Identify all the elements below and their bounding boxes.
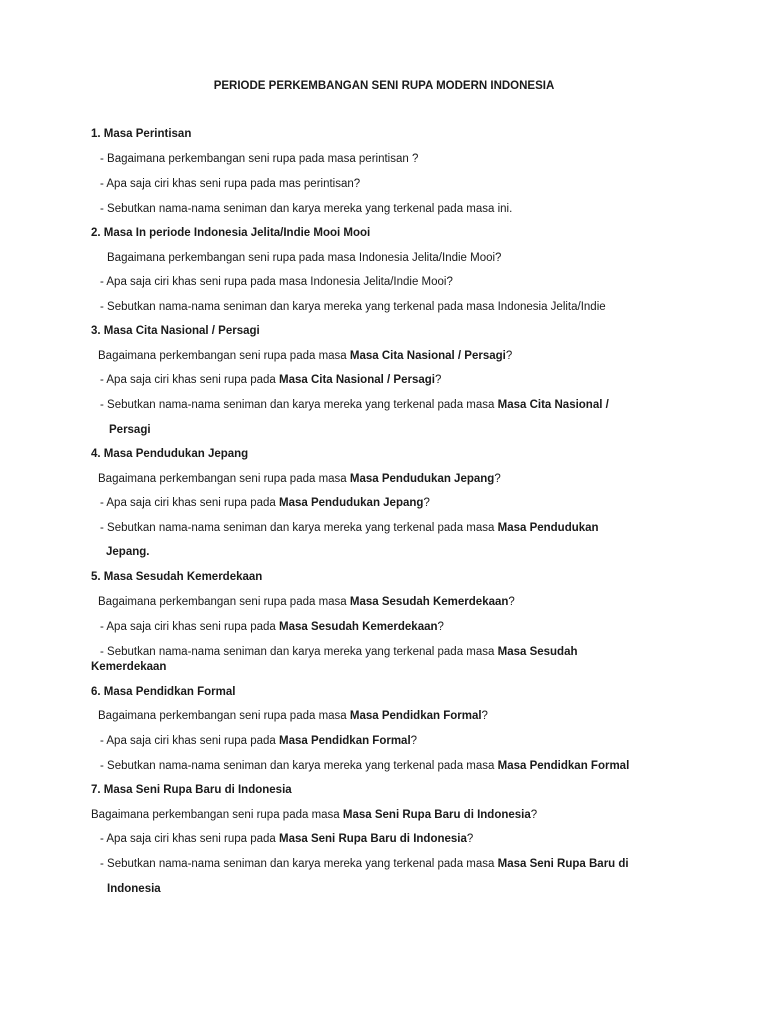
section-5-question-3-continued: Kemerdekaan <box>91 661 167 673</box>
question-prefix: Bagaimana perkembangan seni rupa pada masa <box>98 596 350 608</box>
question-prefix: Bagaimana perkembangan seni rupa pada masa <box>98 350 350 362</box>
section-2-question-1: Bagaimana perkembangan seni rupa pada masa Indonesia Jelita/Indie Mooi? <box>107 252 502 264</box>
question-mark: ? <box>410 735 418 747</box>
section-4-question-1 <box>98 472 501 487</box>
question-prefix: - Apa saja ciri khas seni rupa pada <box>100 621 279 633</box>
section-3-question-3 <box>100 398 609 413</box>
period-term: Masa Sesudah <box>497 646 578 658</box>
question-prefix: Bagaimana perkembangan seni rupa pada masa <box>98 710 350 722</box>
question-mark: ? <box>423 497 430 509</box>
period-term: Masa Seni Rupa Baru di Indonesia <box>342 809 531 821</box>
period-term: Masa Seni Rupa Baru di Indonesia <box>279 833 467 845</box>
section-1-heading: 1. Masa Perintisan <box>91 128 192 140</box>
question-prefix: Bagaimana perkembangan seni rupa pada masa <box>98 473 350 485</box>
question-mark: ? <box>494 473 501 485</box>
question-prefix: - Sebutkan nama-nama seniman dan karya mereka yang terkenal pada masa <box>100 399 498 411</box>
question-mark: ? <box>530 809 538 821</box>
section-5-question-2 <box>100 620 444 635</box>
section-3-question-2 <box>100 373 441 388</box>
question-prefix: - Sebutkan nama-nama seniman dan karya mereka yang terkenal pada masa <box>100 522 498 534</box>
question-prefix: - Sebutkan nama-nama seniman dan karya mereka yang terkenal pada masa <box>100 760 498 772</box>
section-7-question-3-continued: Indonesia <box>107 883 161 895</box>
period-term: Masa Pendidkan Formal <box>349 710 482 722</box>
question-mark: ? <box>437 621 444 633</box>
section-1-question-2: - Apa saja ciri khas seni rupa pada mas perintisan? <box>100 178 361 190</box>
period-term: Masa Sesudah Kemerdekaan <box>279 621 438 633</box>
question-prefix: - Apa saja ciri khas seni rupa pada <box>100 735 279 747</box>
period-term: Masa Pendudukan <box>497 522 599 534</box>
section-7-question-2 <box>100 832 473 847</box>
section-6-question-1 <box>98 709 488 724</box>
section-3-heading: 3. Masa Cita Nasional / Persagi <box>91 325 260 337</box>
period-term: Masa Cita Nasional / Persagi <box>349 350 506 362</box>
section-3-question-1 <box>98 349 512 364</box>
question-mark: ? <box>481 710 488 722</box>
section-6-question-2 <box>100 734 417 749</box>
period-term: Masa Cita Nasional / Persagi <box>279 374 435 386</box>
period-term: Masa Cita Nasional / <box>497 399 609 411</box>
section-6-question-3 <box>100 759 629 774</box>
section-1-question-3: - Sebutkan nama-nama seniman dan karya mereka yang terkenal pada masa ini. <box>100 203 513 215</box>
question-mark: ? <box>508 596 515 608</box>
question-prefix: - Sebutkan nama-nama seniman dan karya mereka yang terkenal pada masa <box>100 646 498 658</box>
question-prefix: - Apa saja ciri khas seni rupa pada <box>100 833 279 845</box>
period-term: Masa Seni Rupa Baru di <box>497 858 629 870</box>
question-mark: ? <box>505 350 513 362</box>
section-7-question-1 <box>91 808 537 823</box>
question-mark: ? <box>434 374 442 386</box>
period-term: Masa Pendudukan Jepang <box>349 473 495 485</box>
section-5-heading: 5. Masa Sesudah Kemerdekaan <box>91 571 263 583</box>
section-4-question-3-continued: Jepang. <box>106 546 150 558</box>
section-6-heading: 6. Masa Pendidkan Formal <box>91 686 236 698</box>
section-3-question-3-continued: Persagi <box>109 424 151 436</box>
section-2-heading: 2. Masa In periode Indonesia Jelita/Indie Mooi Mooi <box>91 227 371 239</box>
question-prefix: Bagaimana perkembangan seni rupa pada masa <box>91 809 343 821</box>
section-2-question-2: - Apa saja ciri khas seni rupa pada masa Indonesia Jelita/Indie Mooi? <box>100 276 453 288</box>
section-4-question-3 <box>100 521 599 536</box>
section-4-heading: 4. Masa Pendudukan Jepang <box>91 448 249 460</box>
document-title: PERIODE PERKEMBANGAN SENI RUPA MODERN INDONESIA <box>213 80 555 92</box>
question-prefix: - Apa saja ciri khas seni rupa pada <box>100 497 279 509</box>
section-7-heading: 7. Masa Seni Rupa Baru di Indonesia <box>91 784 292 796</box>
period-term: Masa Pendidkan Formal <box>497 760 630 772</box>
section-5-question-1 <box>98 595 515 610</box>
period-term: Masa Sesudah Kemerdekaan <box>349 596 509 608</box>
period-term: Masa Pendudukan Jepang <box>279 497 424 509</box>
section-4-question-2 <box>100 496 430 511</box>
section-7-question-3 <box>100 857 629 872</box>
question-prefix: - Apa saja ciri khas seni rupa pada <box>100 374 279 386</box>
section-5-question-3 <box>100 645 578 660</box>
section-1-question-1: - Bagaimana perkembangan seni rupa pada masa perintisan ? <box>100 153 419 165</box>
period-term: Masa Pendidkan Formal <box>279 735 411 747</box>
question-prefix: - Sebutkan nama-nama seniman dan karya mereka yang terkenal pada masa <box>100 858 498 870</box>
section-2-question-3: - Sebutkan nama-nama seniman dan karya mereka yang terkenal pada masa Indonesia Jelita/Indie <box>100 301 606 313</box>
question-mark: ? <box>466 833 474 845</box>
